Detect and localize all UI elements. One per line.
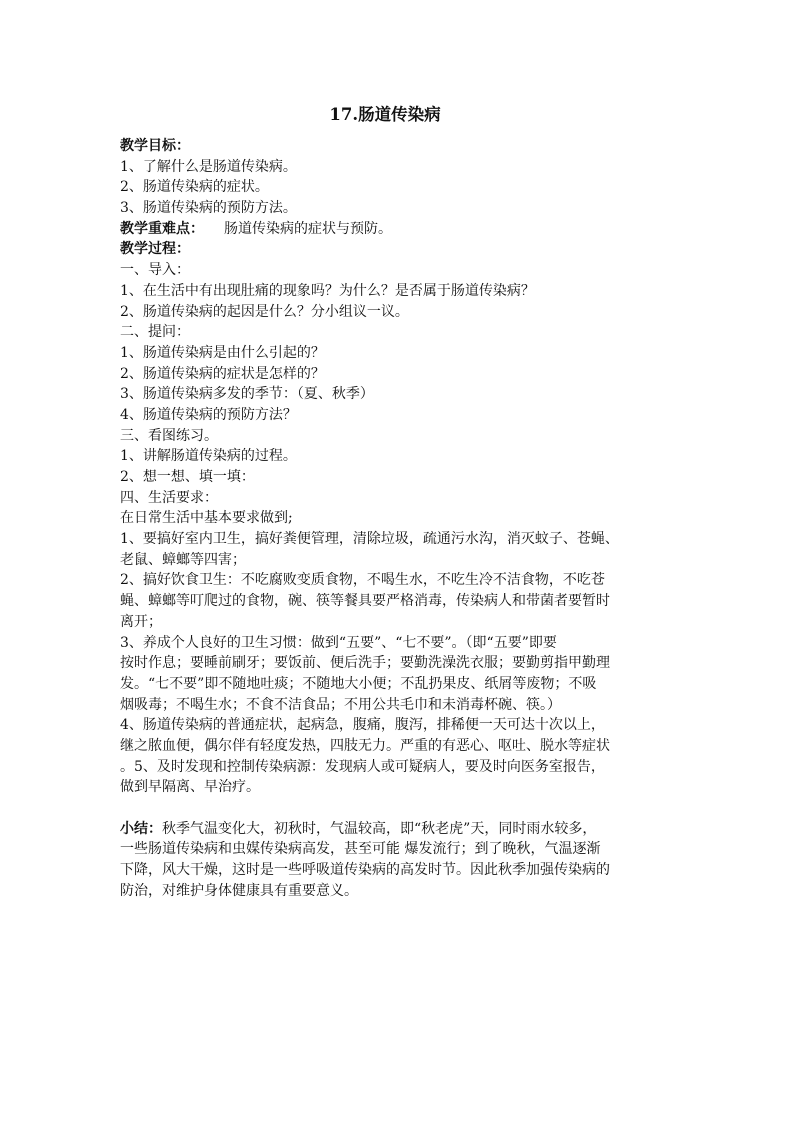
summary-line: 防治，对维护身体健康具有重要意义。 bbox=[120, 882, 358, 899]
key-points bbox=[120, 219, 680, 240]
process-line: 发。“七不要”即不随地吐痰；不随地大小便；不乱扔果皮、纸屑等废物；不吸 bbox=[120, 675, 597, 692]
key-points-heading: 教学重难点： bbox=[120, 220, 204, 237]
paragraph-gap bbox=[120, 798, 680, 819]
process-line: 四、生活要求： bbox=[120, 489, 218, 506]
process-line: 二、提问： bbox=[120, 324, 190, 341]
document-body bbox=[120, 136, 680, 901]
process-line: 1、肠道传染病是由什么引起的？ bbox=[120, 344, 325, 361]
objective-item: 1、了解什么是肠道传染病。 bbox=[120, 158, 297, 175]
process-line: 老鼠、蟑螂等四害； bbox=[120, 551, 246, 568]
process-line: 1、在生活中有出现肚痛的现象吗？为什么？是否属于肠道传染病？ bbox=[120, 282, 535, 299]
process-line: 3、肠道传染病多发的季节：（夏、秋季） bbox=[120, 386, 374, 403]
process-line: 离开； bbox=[120, 613, 162, 630]
process-line: 3、养成个人良好的卫生习惯：做到“五要”、“七不要”。（即“五要”即要 bbox=[120, 634, 557, 651]
key-points-text: 肠道传染病的症状与预防。 bbox=[224, 220, 392, 237]
process-line: 2、想一想、填一填： bbox=[120, 469, 255, 485]
process-line: 2、搞好饮食卫生：不吃腐败变质食物，不喝生水，不吃生冷不洁食物，不吃苍 bbox=[120, 572, 605, 589]
process-line: 2、肠道传染病的起因是什么？分小组议一议。 bbox=[120, 303, 409, 320]
process-line: 蝇、蟑螂等叮爬过的食物，碗、筷等餐具要严格消毒，传染病人和带菌者要暂时 bbox=[120, 593, 610, 610]
page-title: 17.肠道传染病 bbox=[329, 105, 441, 124]
process-line: 在日常生活中基本要求做到; bbox=[120, 510, 293, 527]
objectives-heading: 教学目标： bbox=[120, 138, 190, 154]
summary-heading: 小结： bbox=[120, 820, 162, 837]
process-line: 1、讲解肠道传染病的过程。 bbox=[120, 448, 297, 465]
process-line: 一、导入： bbox=[120, 262, 190, 279]
process-line: 继之脓血便，偶尔伴有轻度发热，四肢无力。严重的有恶心、呕吐、脱水等症状 bbox=[120, 737, 610, 754]
process-line: 按时作息；要睡前刷牙；要饭前、便后洗手；要勤洗澡洗衣服；要勤剪指甲勤理 bbox=[120, 655, 610, 672]
process-line: 。5、及时发现和控制传染病源：发现病人或可疑病人，要及时向医务室报告， bbox=[120, 758, 605, 775]
objective-item: 2、肠道传染病的症状。 bbox=[120, 179, 269, 196]
process-line: 烟吸毒；不喝生水；不食不洁食品；不用公共毛巾和未消毒杯碗、筷。） bbox=[120, 696, 561, 713]
process-heading: 教学过程： bbox=[120, 241, 190, 258]
process-line: 2、肠道传染病的症状是怎样的？ bbox=[120, 365, 325, 382]
objective-item: 3、肠道传染病的预防方法。 bbox=[120, 200, 297, 217]
summary-text: 秋季气温变化大，初秋时，气温较高，即“秋老虎”天，同时雨水较多， bbox=[162, 820, 597, 837]
process-line: 做到早隔离、早治疗。 bbox=[120, 779, 260, 796]
summary-line: 一些肠道传染病和虫媒传染病高发，甚至可能 爆发流行；到了晚秋，气温逐渐 bbox=[120, 841, 601, 858]
summary-line: 下降，风大干燥，这时是一些呼吸道传染病的高发时节。因此秋季加强传染病的 bbox=[120, 862, 610, 879]
summary-first-line bbox=[120, 819, 680, 840]
process-line: 4、肠道传染病的预防方法？ bbox=[120, 406, 297, 423]
process-line: 1、要搞好室内卫生，搞好粪便管理，清除垃圾，疏通污水沟，消灭蚊子、苍蝇、 bbox=[120, 531, 619, 548]
process-line: 4、肠道传染病的普通症状，起病急，腹痛，腹泻，排稀便一天可达十次以上， bbox=[120, 717, 605, 734]
process-line: 三、看图练习。 bbox=[120, 427, 218, 444]
